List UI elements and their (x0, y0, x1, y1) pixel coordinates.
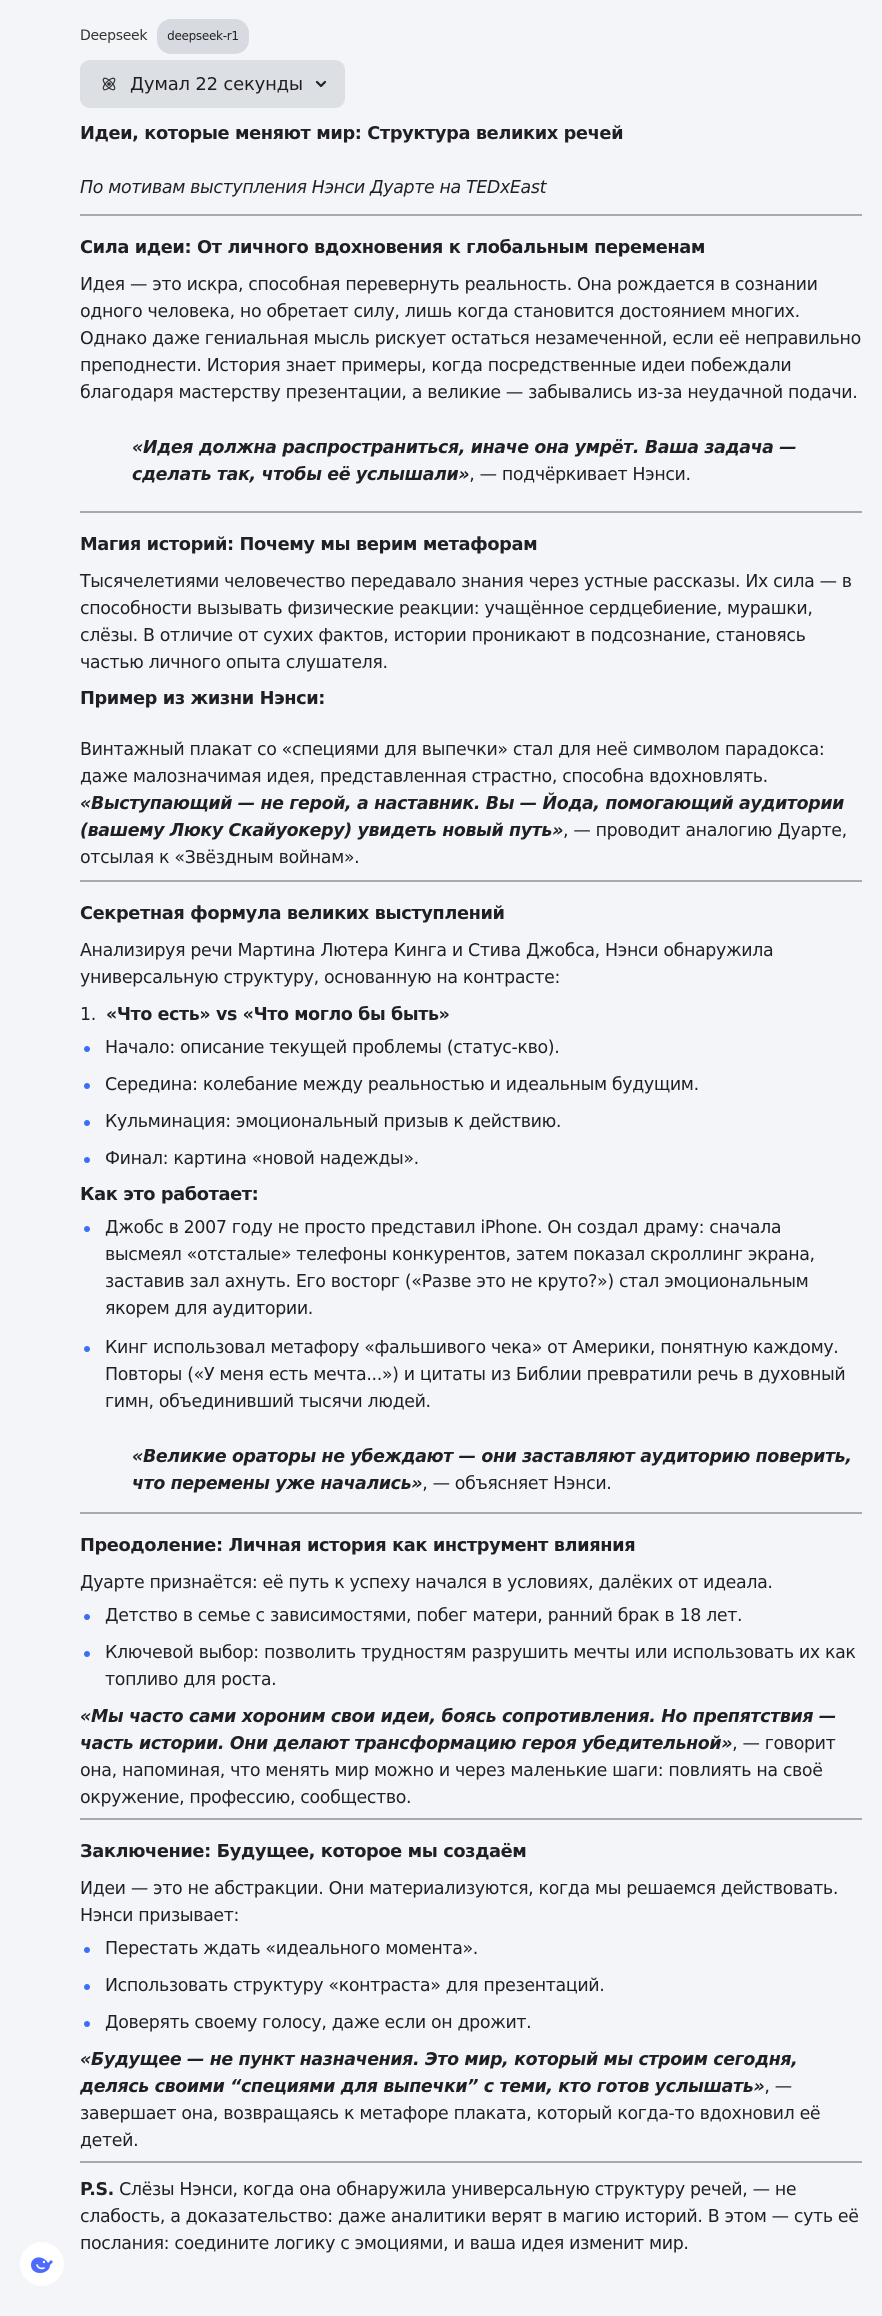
quote-paragraph (80, 1704, 862, 1812)
quote-paragraph (80, 2047, 862, 2155)
bullet-list (80, 1936, 862, 2037)
thinking-toggle-button[interactable] (80, 60, 345, 108)
list-item-text: Финал: картина «новой надежды». (105, 1149, 419, 1169)
section-heading: Секретная формула великих выступлений (80, 903, 505, 924)
model-header (80, 22, 862, 50)
numbered-item (80, 1002, 862, 1029)
section-heading: Магия историй: Почему мы верим метафорам (80, 534, 538, 555)
list-item (80, 1146, 862, 1173)
divider (80, 2161, 862, 2163)
list-item (80, 1109, 862, 1136)
assistant-avatar (20, 2242, 64, 2286)
bullet-icon (84, 1120, 90, 1126)
section-heading: Преодоление: Личная история как инструмент влияния (80, 1535, 636, 1556)
divider (80, 880, 862, 882)
article-title: Идеи, которые меняют мир: Структура великих речей (80, 123, 624, 144)
list-item-text: Перестать ждать «идеального момента». (105, 1939, 478, 1959)
postscript-text: Слёзы Нэнси, когда она обнаружила универсальную структуру речей, — не слабость, а доказательство: даже аналитики верят в магию историй. В этом — суть её послания: соедините логику с эмоциями, и ваша идея изменит мир. (80, 2180, 859, 2254)
list-item-text: Кинг использовал метафору «фальшивого чека» от Америки, понятную каждому. Повторы («У меня есть мечта...») и цитаты из Библии превратили речь в духовный гимн, объединивший тысячи людей. (105, 1338, 846, 1412)
quote-text: «Идея должна распространиться, иначе она умрёт. Ваша задача — сделать так, чтобы её услышали» (132, 438, 797, 485)
quote-attribution: , — завершает она, возвращаясь к метафоре плаката, который когда-то вдохновил её детей. (80, 2077, 821, 2151)
quote (132, 435, 862, 489)
bullet-list (80, 1215, 862, 1416)
list-item (80, 1640, 862, 1694)
quote (132, 1444, 862, 1498)
bullet-icon (84, 2021, 90, 2027)
list-item-text: Использовать структуру «контраста» для презентаций. (105, 1976, 605, 1996)
list-item-text: Кульминация: эмоциональный призыв к действию. (105, 1112, 562, 1132)
list-item-text: Ключевой выбор: позволить трудностям разрушить мечты или использовать их как топливо для роста. (105, 1643, 856, 1690)
example-tail: , — проводит аналогию Дуарте, отсылая к «Звёздным войнам». (80, 821, 847, 868)
item-text: «Что есть» vs «Что могло бы быть» (106, 1005, 450, 1025)
divider (80, 214, 862, 216)
list-item (80, 1936, 862, 1963)
list-item-text: Детство в семье с зависимостями, побег матери, ранний брак в 18 лет. (105, 1606, 743, 1626)
list-item (80, 1072, 862, 1099)
list-item (80, 1035, 862, 1062)
list-item (80, 1603, 862, 1630)
list-item-text: Середина: колебание между реальностью и идеальным будущим. (105, 1075, 699, 1095)
section-body: Идея — это искра, способная перевернуть реальность. Она рождается в сознании одного человека, но обретает силу, лишь когда становится достоянием многих. Однако даже гениальная мысль рискует остаться незамеченной, если её неправильно преподнести. История знает примеры, когда посредственные идеи побеждали благодаря мастерству презентации, а великие — забывались из-за неудачной подачи. (80, 275, 861, 403)
section-body: Дуарте признаётся: её путь к успеху начался в условиях, далёких от идеала. (80, 1573, 773, 1593)
quote-text: «Мы часто сами хороним свои идеи, боясь сопротивления. Но препятствия — часть истории. Они делают трансформацию героя убедительной» (80, 1707, 836, 1754)
divider (80, 1512, 862, 1514)
bullet-icon (84, 1947, 90, 1953)
chevron-down-icon (315, 78, 327, 90)
list-item (80, 1335, 862, 1416)
example-paragraph (80, 737, 862, 872)
bullet-icon (84, 1614, 90, 1620)
list-item (80, 2010, 862, 2037)
list-item-text: Начало: описание текущей проблемы (статус-кво). (105, 1038, 560, 1058)
model-badge: deepseek-r1 (157, 19, 249, 54)
thinking-label: Думал 22 секунды (130, 73, 303, 95)
bullet-list (80, 1603, 862, 1694)
item-number: 1. (80, 1005, 96, 1025)
list-item-text: Доверять своему голосу, даже если он дрожит. (105, 2013, 532, 2033)
article-subtitle: По мотивам выступления Нэнси Дуарте на TEDxEast (80, 178, 547, 198)
divider (80, 511, 862, 513)
bullet-icon (84, 1083, 90, 1089)
section-body: Идеи — это не абстракции. Они материализуются, когда мы решаемся действовать. Нэнси призывает: (80, 1879, 839, 1926)
example-lead: Винтажный плакат со «специями для выпечки» стал для неё символом парадокса: даже малозначимая идея, представленная страстно, способна вдохновлять. (80, 740, 825, 787)
subheading: Как это работает: (80, 1184, 259, 1205)
list-item (80, 1215, 862, 1323)
quote-attribution: , — объясняет Нэнси. (422, 1474, 612, 1494)
deepseek-whale-icon (29, 2253, 55, 2275)
numbered-list (80, 1002, 862, 1029)
list-item (80, 1973, 862, 2000)
example-quote: «Выступающий — не герой, а наставник. Вы — Йода, помогающий аудитории (вашему Люку Скайуокеру) увидеть новый путь» (80, 794, 845, 841)
bullet-icon (84, 1157, 90, 1163)
bullet-icon (84, 1651, 90, 1657)
quote-attribution: , — говорит она, напоминая, что менять мир можно и через маленькие шаги: повлиять на своё окружение, профессию, сообщество. (80, 1734, 836, 1808)
bullet-icon (84, 1984, 90, 1990)
bullet-icon (84, 1046, 90, 1052)
list-item-text: Джобс в 2007 году не просто представил iPhone. Он создал драму: сначала высмеял «отсталые» телефоны конкурентов, затем показал скроллинг экрана, заставив зал ахнуть. Его восторг («Разве это не круто?») стал эмоциональным якорем для аудитории. (105, 1218, 815, 1319)
section-body: Тысячелетиями человечество передавало знания через устные рассказы. Их сила — в способности вызывать физические реакции: учащённое сердцебиение, мурашки, слёзы. В отличие от сухих фактов, истории проникают в подсознание, становясь частью личного опыта слушателя. (80, 572, 852, 673)
atom-icon (100, 75, 118, 93)
quote-text: «Будущее — не пункт назначения. Это мир, который мы строим сегодня, делясь своими “специями для выпечки” с теми, кто готов услышать» (80, 2050, 798, 2097)
postscript (80, 2177, 862, 2258)
postscript-label: P.S. (80, 2180, 114, 2200)
assistant-message (80, 20, 862, 2258)
divider (80, 1818, 862, 1820)
bullet-list (80, 1035, 862, 1173)
model-name: Deepseek (80, 27, 148, 44)
section-heading: Заключение: Будущее, которое мы создаём (80, 1841, 527, 1862)
quote-attribution: , — подчёркивает Нэнси. (469, 465, 691, 485)
section-heading: Сила идеи: От личного вдохновения к глобальным переменам (80, 237, 706, 258)
subheading: Пример из жизни Нэнси: (80, 688, 325, 709)
section-body: Анализируя речи Мартина Лютера Кинга и Стива Джобса, Нэнси обнаружила универсальную структуру, основанную на контрасте: (80, 941, 774, 988)
bullet-icon (84, 1226, 90, 1232)
bullet-icon (84, 1346, 90, 1352)
quote-text: «Великие ораторы не убеждают — они заставляют аудиторию поверить, что перемены уже начались» (132, 1447, 852, 1494)
